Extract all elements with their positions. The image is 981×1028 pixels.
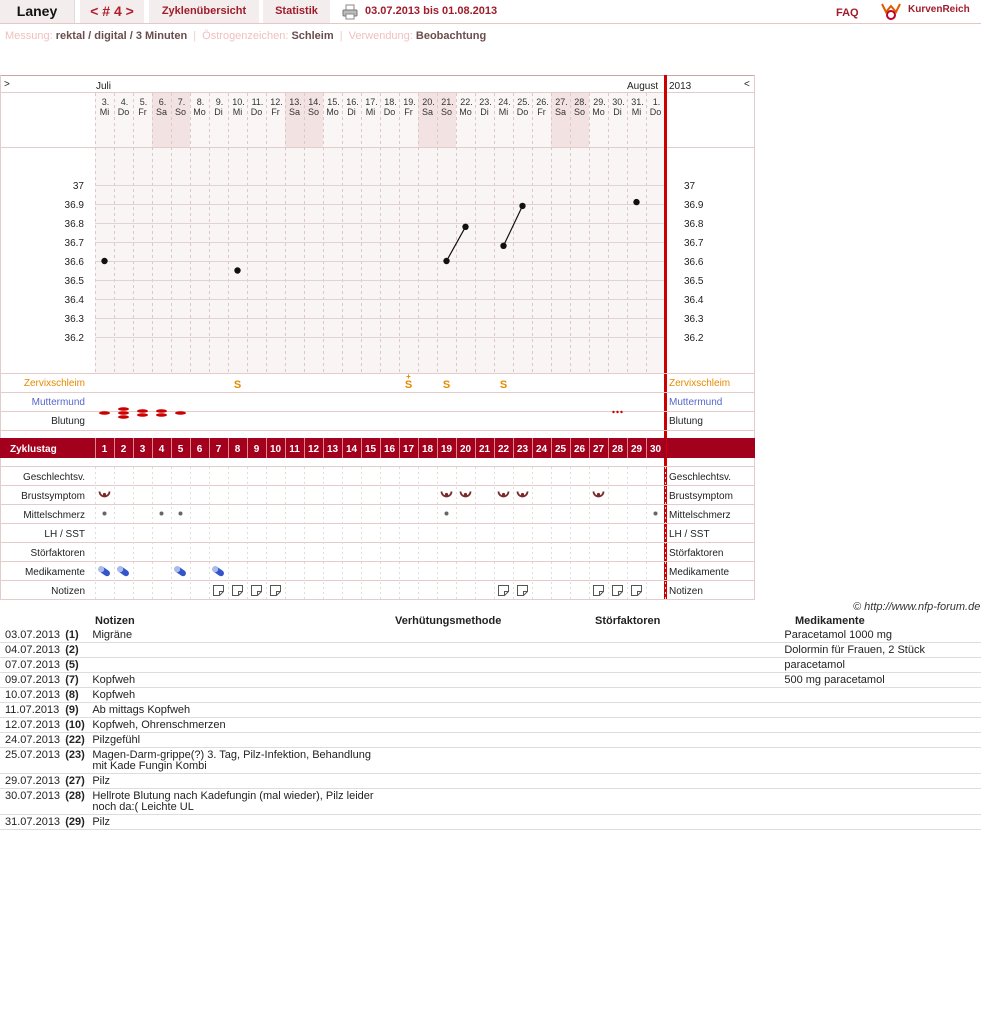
sign-label: Östrogenzeichen: xyxy=(202,30,289,42)
cycle-day-number: 17 xyxy=(402,444,415,455)
row-label-right: Störfaktoren xyxy=(669,548,724,559)
y-tick-label: 36.6 xyxy=(64,257,84,268)
notes-row xyxy=(0,643,981,658)
note-method xyxy=(393,789,594,815)
spotting-mark xyxy=(620,411,622,413)
note-text: Magen-Darm-grippe(?) 3. Tag, Pilz-Infektion, Behandlung mit Kade Fungin Kombi xyxy=(92,748,393,774)
note-medication: 500 mg paracetamol xyxy=(779,673,981,688)
y-tick-label: 36.4 xyxy=(64,295,84,306)
temperature-point xyxy=(443,258,449,264)
spotting-mark xyxy=(612,411,614,413)
cycle-day-number: 30 xyxy=(649,444,662,455)
cervix-mark: S xyxy=(233,379,242,391)
note-medication: Paracetamol 1000 mg xyxy=(779,628,981,643)
y-tick-label: 36.3 xyxy=(64,314,84,325)
day-number: 9. xyxy=(215,97,224,107)
day-number: 31. xyxy=(631,97,644,107)
note-factors xyxy=(594,748,780,774)
cervix-label-right: Zervixschleim xyxy=(669,378,731,389)
y-tick-label-right: 36.2 xyxy=(684,333,704,344)
note-text: Kopfweh, Ohrenschmerzen xyxy=(92,718,393,733)
cycle-day-label: Zyklustag xyxy=(10,444,57,455)
cycle-day-number: 25 xyxy=(554,444,567,455)
note-cycle-day: (23) xyxy=(65,748,92,774)
month-label: Juli xyxy=(96,81,112,92)
notes-row xyxy=(0,718,981,733)
weekday-label: Di xyxy=(347,107,356,117)
day-number: 1. xyxy=(652,97,661,107)
row-label: Brustsymptom xyxy=(21,491,85,502)
weekday-label: Do xyxy=(649,107,662,117)
weekday-label: Mo xyxy=(592,107,605,117)
weekday-label: Fr xyxy=(271,107,280,117)
cycle-day-number: 11 xyxy=(289,444,300,455)
logo-text: KurvenReich xyxy=(908,4,970,15)
note-factors xyxy=(594,733,780,748)
weekday-label: Sa xyxy=(288,107,301,117)
temperature-point xyxy=(234,267,240,273)
note-date: 04.07.2013 xyxy=(0,643,65,658)
note-method xyxy=(393,628,594,643)
cycle-day-number: 9 xyxy=(253,444,260,455)
pain-mark xyxy=(160,512,164,516)
weekday-label: Mo xyxy=(326,107,339,117)
note-text xyxy=(92,643,393,658)
note-method xyxy=(393,748,594,774)
note-medication: Dolormin für Frauen, 2 Stück xyxy=(779,643,981,658)
bleeding-label: Blutung xyxy=(51,416,85,427)
note-date: 30.07.2013 xyxy=(0,789,65,815)
y-tick-label-right: 36.6 xyxy=(684,257,704,268)
day-number: 26. xyxy=(536,97,549,107)
bleeding-mark xyxy=(118,415,129,419)
notes-row xyxy=(0,789,981,815)
pain-mark xyxy=(445,512,449,516)
note-text: Kopfweh xyxy=(92,688,393,703)
day-number: 4. xyxy=(120,97,129,107)
note-medication xyxy=(779,815,981,830)
user-name: Laney xyxy=(0,0,75,23)
y-tick-label-right: 36.7 xyxy=(684,238,704,249)
notes-row xyxy=(0,703,981,718)
note-factors xyxy=(594,815,780,830)
factors-header: Störfaktoren xyxy=(595,615,661,627)
note-text: Migräne xyxy=(92,628,393,643)
pain-mark xyxy=(179,512,183,516)
y-tick-label-right: 36.8 xyxy=(684,219,704,230)
os-label: Muttermund xyxy=(31,397,85,408)
breast-symptom-icon xyxy=(597,493,600,496)
day-number: 25. xyxy=(517,97,530,107)
note-method xyxy=(393,774,594,789)
weekday-label: So xyxy=(573,107,586,117)
row-label-right: Notizen xyxy=(669,586,703,597)
day-number: 8. xyxy=(196,97,205,107)
cycle-day-number: 26 xyxy=(573,444,586,455)
cycle-day-number: 21 xyxy=(478,444,491,455)
day-number: 23. xyxy=(479,97,492,107)
note-medication: paracetamol xyxy=(779,658,981,673)
os-label-right: Muttermund xyxy=(669,397,723,408)
measurement-label: Messung: xyxy=(5,30,53,42)
y-tick-label-right: 36.5 xyxy=(684,276,704,287)
temperature-point xyxy=(519,203,525,209)
bleeding-label-right: Blutung xyxy=(669,416,703,427)
note-factors xyxy=(594,718,780,733)
cycle-day-number: 5 xyxy=(177,444,184,455)
bleeding-mark xyxy=(137,409,148,413)
day-number: 24. xyxy=(498,97,511,107)
weekday-label: Do xyxy=(117,107,130,117)
note-text: Pilz xyxy=(92,815,393,830)
sign-value: Schleim xyxy=(291,30,334,42)
note-factors xyxy=(594,628,780,643)
top-bar xyxy=(0,0,981,24)
note-method xyxy=(393,658,594,673)
note-date: 25.07.2013 xyxy=(0,748,65,774)
weekday-label: Do xyxy=(383,107,396,117)
note-cycle-day: (10) xyxy=(65,718,92,733)
temperature-point xyxy=(101,258,107,264)
cycle-day-number: 14 xyxy=(345,444,358,455)
notes-row xyxy=(0,748,981,774)
cycle-day-number: 24 xyxy=(535,444,548,455)
y-tick-label: 37 xyxy=(72,181,84,192)
note-cycle-day: (8) xyxy=(65,688,92,703)
note-method xyxy=(393,673,594,688)
notes-header: Notizen xyxy=(95,615,135,627)
measurement-value: rektal / digital / 3 Minuten xyxy=(55,30,188,42)
note-text xyxy=(92,658,393,673)
note-medication xyxy=(779,733,981,748)
note-medication xyxy=(779,748,981,774)
cycle-day-number: 13 xyxy=(326,444,339,455)
note-date: 24.07.2013 xyxy=(0,733,65,748)
cycle-day-number: 7 xyxy=(215,444,222,455)
weekday-label: Fr xyxy=(404,107,413,117)
pain-mark xyxy=(654,512,658,516)
notes-row xyxy=(0,688,981,703)
cycle-day-number: 16 xyxy=(383,444,396,455)
cycle-day-number: 12 xyxy=(307,444,320,455)
note-factors xyxy=(594,688,780,703)
day-number: 12. xyxy=(270,97,283,107)
note-cycle-day: (1) xyxy=(65,628,92,643)
notes-body xyxy=(0,628,981,830)
weekday-label: So xyxy=(440,107,453,117)
y-tick-label-right: 37 xyxy=(684,181,696,192)
cycle-day-number: 19 xyxy=(440,444,453,455)
cycle-chart xyxy=(0,75,755,600)
cycle-day-number: 29 xyxy=(630,444,643,455)
note-factors xyxy=(594,703,780,718)
day-number: 29. xyxy=(593,97,606,107)
cycle-day-number: 4 xyxy=(158,444,165,455)
day-number: 22. xyxy=(460,97,473,107)
temperature-point xyxy=(500,243,506,249)
cycle-day-row xyxy=(667,438,755,458)
note-date: 07.07.2013 xyxy=(0,658,65,673)
day-number: 14. xyxy=(308,97,321,107)
nav-prev-button: > xyxy=(4,79,10,90)
note-date: 09.07.2013 xyxy=(0,673,65,688)
cervix-plus-mark: + xyxy=(406,372,411,381)
day-number: 28. xyxy=(574,97,587,107)
row-label: LH / SST xyxy=(44,529,85,540)
use-value: Beobachtung xyxy=(415,30,487,42)
day-number: 20. xyxy=(422,97,435,107)
cycle-day-number: 28 xyxy=(611,444,624,455)
weekday-label: Di xyxy=(480,107,489,117)
temperature-point xyxy=(633,199,639,205)
cervix-mark: S xyxy=(499,379,508,391)
note-factors xyxy=(594,643,780,658)
breast-symptom-icon xyxy=(464,493,467,496)
bleeding-mark xyxy=(137,413,148,417)
day-number: 10. xyxy=(232,97,245,107)
weekday-label: So xyxy=(174,107,187,117)
row-label-right: Geschlechtsv. xyxy=(669,472,732,483)
weekday-label: Mi xyxy=(498,107,509,117)
breast-symptom-icon xyxy=(103,493,106,496)
day-number: 30. xyxy=(612,97,625,107)
y-tick-label: 36.2 xyxy=(64,333,84,344)
cycle-day-number: 8 xyxy=(234,444,241,455)
note-date: 12.07.2013 xyxy=(0,718,65,733)
row-label-right: LH / SST xyxy=(669,529,710,540)
row-label: Notizen xyxy=(51,586,85,597)
note-method xyxy=(393,688,594,703)
day-number: 16. xyxy=(346,97,359,107)
note-cycle-day: (7) xyxy=(65,673,92,688)
note-factors xyxy=(594,673,780,688)
cycle-day-number: 1 xyxy=(101,444,108,455)
day-number: 27. xyxy=(555,97,568,107)
note-cycle-day: (9) xyxy=(65,703,92,718)
row-label-right: Mittelschmerz xyxy=(669,510,731,521)
day-number: 17. xyxy=(365,97,378,107)
row-label-right: Brustsymptom xyxy=(669,491,733,502)
weekday-label: Fr xyxy=(138,107,147,117)
note-medication xyxy=(779,688,981,703)
cycle-day-number: 27 xyxy=(592,444,605,455)
weekday-label: Mi xyxy=(365,107,376,117)
weekday-label: Di xyxy=(613,107,622,117)
weekday-label: Mi xyxy=(232,107,243,117)
cycle-day-number: 18 xyxy=(421,444,434,455)
note-method xyxy=(393,733,594,748)
cervix-mark: S xyxy=(442,379,451,391)
notes-row xyxy=(0,673,981,688)
method-header: Verhütungsmethode xyxy=(395,615,502,627)
cycle-day-number: 6 xyxy=(196,444,203,455)
day-number: 21. xyxy=(441,97,454,107)
day-number: 7. xyxy=(177,97,186,107)
y-tick-label-right: 36.3 xyxy=(684,314,704,325)
day-number: 15. xyxy=(327,97,340,107)
weekday-label: So xyxy=(307,107,320,117)
note-medication xyxy=(779,703,981,718)
weekday-label: Di xyxy=(214,107,223,117)
y-tick-label: 36.7 xyxy=(64,238,84,249)
bleeding-mark xyxy=(175,411,186,415)
note-medication xyxy=(779,789,981,815)
note-date: 10.07.2013 xyxy=(0,688,65,703)
cycle-meta: Messung: rektal / digital / 3 Minuten | Östrogenzeichen: Schleim | Verwendung: Beobachtung xyxy=(5,30,487,42)
weekday-label: Do xyxy=(250,107,263,117)
tab-statistics[interactable]: Statistik xyxy=(263,0,330,23)
weekday-label: Fr xyxy=(537,107,546,117)
note-cycle-day: (2) xyxy=(65,643,92,658)
bleeding-mark xyxy=(156,409,167,413)
note-method xyxy=(393,815,594,830)
note-date: 11.07.2013 xyxy=(0,703,65,718)
faq-link[interactable]: FAQ xyxy=(836,7,859,19)
note-date: 29.07.2013 xyxy=(0,774,65,789)
breast-symptom-icon xyxy=(521,493,524,496)
weekday-label: Mo xyxy=(193,107,206,117)
notes-row xyxy=(0,628,981,643)
note-text: Hellrote Blutung nach Kadefungin (mal wieder), Pilz leider noch da:( Leichte UL xyxy=(92,789,393,815)
note-cycle-day: (28) xyxy=(65,789,92,815)
day-number: 18. xyxy=(384,97,397,107)
weekday-label: Sa xyxy=(155,107,168,117)
note-method xyxy=(393,718,594,733)
note-method xyxy=(393,703,594,718)
y-tick-label: 36.5 xyxy=(64,276,84,287)
cycle-day-number: 10 xyxy=(269,444,282,455)
cycle-day-number: 15 xyxy=(364,444,377,455)
cycle-day-number: 2 xyxy=(120,444,127,455)
note-text: Kopfweh xyxy=(92,673,393,688)
today-line xyxy=(664,75,667,600)
row-label: Geschlechtsv. xyxy=(22,472,85,483)
cycle-switcher[interactable]: < # 4 > xyxy=(80,0,144,23)
bleeding-mark xyxy=(156,413,167,417)
day-number: 19. xyxy=(403,97,416,107)
note-cycle-day: (5) xyxy=(65,658,92,673)
bleeding-mark xyxy=(99,411,110,415)
pain-mark xyxy=(103,512,107,516)
note-factors xyxy=(594,789,780,815)
row-label: Mittelschmerz xyxy=(23,510,85,521)
kurvenreich-logo[interactable] xyxy=(880,0,980,23)
note-factors xyxy=(594,658,780,673)
notes-row xyxy=(0,658,981,673)
note-date: 03.07.2013 xyxy=(0,628,65,643)
notes-row xyxy=(0,733,981,748)
print-icon[interactable] xyxy=(340,4,360,20)
nav-next-button: < xyxy=(744,79,750,90)
note-medication xyxy=(779,774,981,789)
bleeding-mark xyxy=(118,411,129,415)
weekday-label: Mo xyxy=(459,107,472,117)
note-cycle-day: (27) xyxy=(65,774,92,789)
month-label: August xyxy=(627,81,659,92)
note-method xyxy=(393,643,594,658)
day-number: 11. xyxy=(251,97,264,107)
cervix-label: Zervixschleim xyxy=(23,378,85,389)
day-number: 5. xyxy=(139,97,148,107)
note-text: Ab mittags Kopfweh xyxy=(92,703,393,718)
spotting-mark xyxy=(616,411,618,413)
note-cycle-day: (29) xyxy=(65,815,92,830)
y-tick-label-right: 36.4 xyxy=(684,295,704,306)
y-tick-label-right: 36.9 xyxy=(684,200,704,211)
cycle-day-number: 23 xyxy=(516,444,529,455)
y-tick-label: 36.8 xyxy=(64,219,84,230)
cervix-mark: S xyxy=(404,379,413,391)
day-number: 13. xyxy=(289,97,302,107)
note-date: 31.07.2013 xyxy=(0,815,65,830)
row-label: Störfaktoren xyxy=(30,548,85,559)
year-label: 2013 xyxy=(669,81,692,92)
note-text: Pilzgefühl xyxy=(92,733,393,748)
breast-symptom-icon xyxy=(445,493,448,496)
use-label: Verwendung: xyxy=(348,30,413,42)
date-range: 03.07.2013 bis 01.08.2013 xyxy=(365,5,498,17)
weekday-label: Do xyxy=(516,107,529,117)
note-cycle-day: (22) xyxy=(65,733,92,748)
day-number: 6. xyxy=(158,97,167,107)
tab-cycle-overview[interactable]: Zyklenübersicht xyxy=(149,0,259,23)
day-number: 3. xyxy=(101,97,110,107)
cycle-day-number: 22 xyxy=(497,444,510,455)
row-label-right: Medikamente xyxy=(669,567,730,578)
meds-header: Medikamente xyxy=(795,615,865,627)
temperature-point xyxy=(462,224,468,230)
note-medication xyxy=(779,718,981,733)
notes-row xyxy=(0,774,981,789)
note-text: Pilz xyxy=(92,774,393,789)
cycle-day-number: 20 xyxy=(459,444,472,455)
row-label: Medikamente xyxy=(24,567,85,578)
y-tick-label: 36.9 xyxy=(64,200,84,211)
bleeding-mark xyxy=(118,407,129,411)
weekday-label: Mi xyxy=(631,107,642,117)
weekday-label: Mi xyxy=(99,107,110,117)
copyright[interactable]: © http://www.nfp-forum.de xyxy=(853,601,981,613)
weekday-label: Sa xyxy=(554,107,567,117)
breast-symptom-icon xyxy=(502,493,505,496)
notes-row xyxy=(0,815,981,830)
note-factors xyxy=(594,774,780,789)
cycle-day-number: 3 xyxy=(139,444,146,455)
weekday-label: Sa xyxy=(421,107,434,117)
